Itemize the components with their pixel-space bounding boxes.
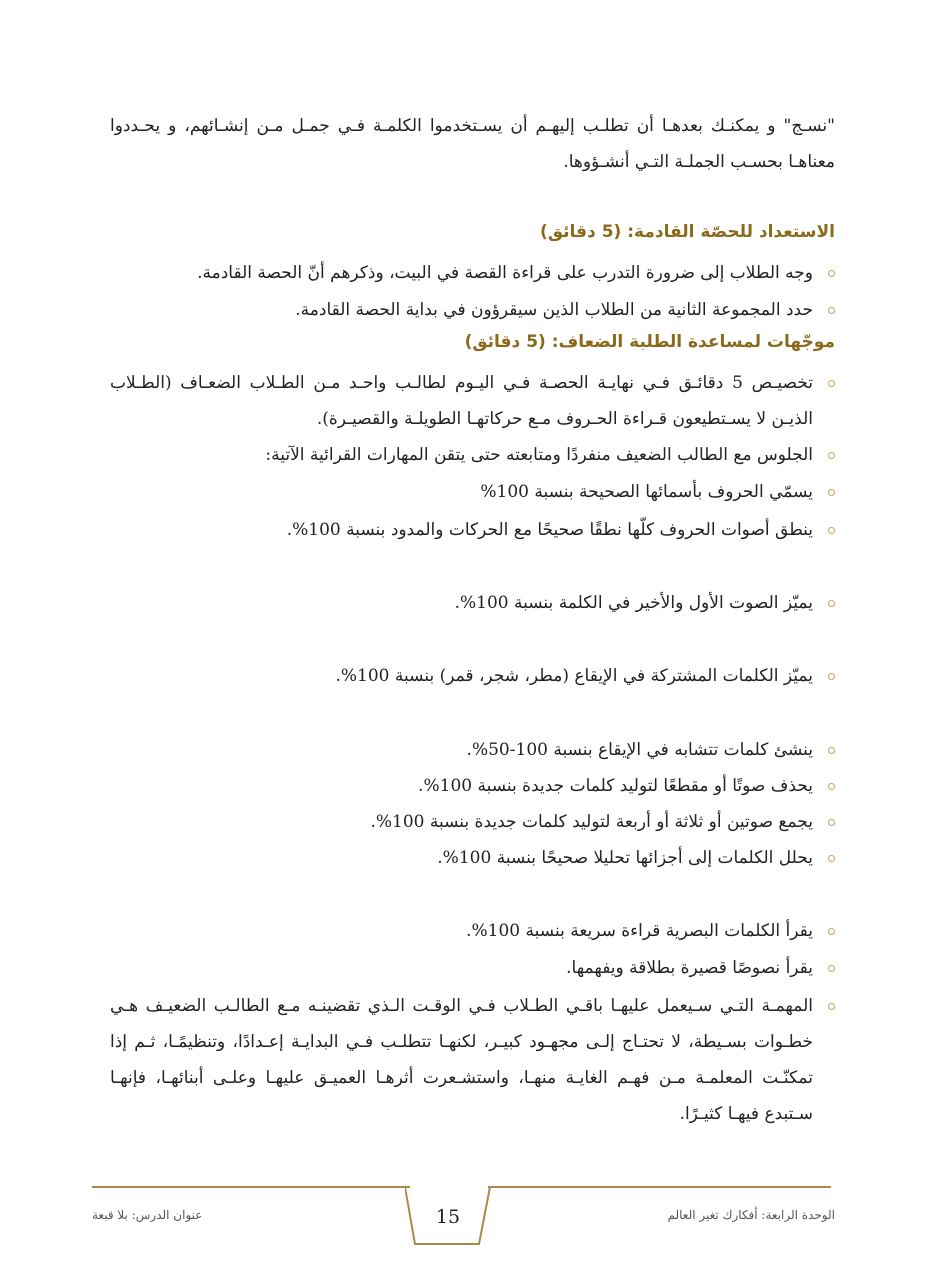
bullet-icon: [828, 270, 835, 277]
list-item: يسمّي الحروف بأسمائها الصحيحة بنسبة 100%: [110, 474, 835, 510]
bullet-icon: [828, 965, 835, 972]
bullet-icon: [828, 380, 835, 387]
list-item: ينشئ كلمات تتشابه في الإيقاع بنسبة 100-50%.: [110, 732, 835, 768]
bullet-icon: [828, 527, 835, 534]
bullet-icon: [828, 819, 835, 826]
list-item: حدد المجموعة الثانية من الطلاب الذين سيقرؤون في بداية الحصة القادمة.: [110, 292, 835, 328]
list-item: الجلوس مع الطالب الضعيف منفردًا ومتابعته حتى يتقن المهارات القرائية الآتية:: [110, 437, 835, 473]
list-item: تخصيـص 5 دقائـق فـي نهايـة الحصـة فـي اليـوم لطالـب واحـد مـن الطـلاب الضعـاف (الطـلاب الذيـن لا يسـتطيعون قـراءة الحـروف مـع حركاتهـا الطويلـة والقصيـرة).: [110, 365, 835, 437]
list-item: يميّز الكلمات المشتركة في الإيقاع (مطر، شجر، قمر) بنسبة 100%.: [110, 658, 835, 694]
bullet-icon: [828, 673, 835, 680]
page-number: 15: [435, 1206, 461, 1228]
bullet-icon: [828, 452, 835, 459]
list-item: المهمـة التـي سـيعمل عليهـا باقـي الطـلاب فـي الوقـت الـذي تقضينـه مـع الطالـب الضعيـف هـي خطـوات بسـيطة، لا تحتـاج إلـى مجهـود كبيـر، لكنهـا تتطلـب فـي البدايـة إعـدادًا، وتنظيمًـا، ثـم إذا تمكنّـت المعلمـة مـن فهـم الغايـة منهـا، واستشـعرت أثرهـا العميـق عليهـا وعلـى أبنائهـا، فإنهـا سـتبدع فيهـا كثيـرًا.: [110, 988, 835, 1132]
section-heading-preparation: الاستعداد للحصّة القادمة: (5 دقائق): [540, 222, 835, 242]
unit-title: الوحدة الرابعة: أفكارك تغير العالم: [667, 1208, 835, 1222]
bullet-icon: [828, 307, 835, 314]
list-item: يحذف صوتًا أو مقطعًا لتوليد كلمات جديدة بنسبة 100%.: [110, 768, 835, 804]
list-item: يقرأ نصوصًا قصيرة بطلاقة ويفهمها.: [110, 950, 835, 986]
list-item: يحلل الكلمات إلى أجزائها تحليلا صحيحًا بنسبة 100%.: [110, 840, 835, 876]
footer-rule-left: [92, 1186, 410, 1188]
bullet-icon: [828, 855, 835, 862]
list-item: يميّز الصوت الأول والأخير في الكلمة بنسبة 100%.: [110, 585, 835, 621]
list-item: يجمع صوتين أو ثلاثة أو أربعة لتوليد كلمات جديدة بنسبة 100%.: [110, 804, 835, 840]
bullet-icon: [828, 600, 835, 607]
list-item: ينطق أصوات الحروف كلّها نطقًا صحيحًا مع الحركات والمدود بنسبة 100%.: [110, 512, 835, 548]
bullet-icon: [828, 489, 835, 496]
intro-paragraph: "نسـج" و يمكنـك بعدهـا أن تطلـب إليهـم أن يسـتخدموا الكلمـة فـي جمـل مـن إنشـائهم، و يحـددوا معناهـا بحسـب الجملـة التـي أنشـؤوها.: [110, 116, 835, 172]
bullet-icon: [828, 783, 835, 790]
bullet-icon: [828, 747, 835, 754]
lesson-title: عنوان الدرس: بلا قبعة: [92, 1208, 203, 1222]
section-heading-weak-students: موجّهات لمساعدة الطلبة الضعاف: (5 دقائق): [464, 332, 835, 352]
list-item: وجه الطلاب إلى ضرورة التدرب على قراءة القصة في البيت، وذكرهم أنّ الحصة القادمة.: [110, 255, 835, 291]
bullet-icon: [828, 928, 835, 935]
footer-rule-right: [488, 1186, 831, 1188]
list-item: يقرأ الكلمات البصرية قراءة سريعة بنسبة 100%.: [110, 913, 835, 949]
bullet-icon: [828, 1003, 835, 1010]
